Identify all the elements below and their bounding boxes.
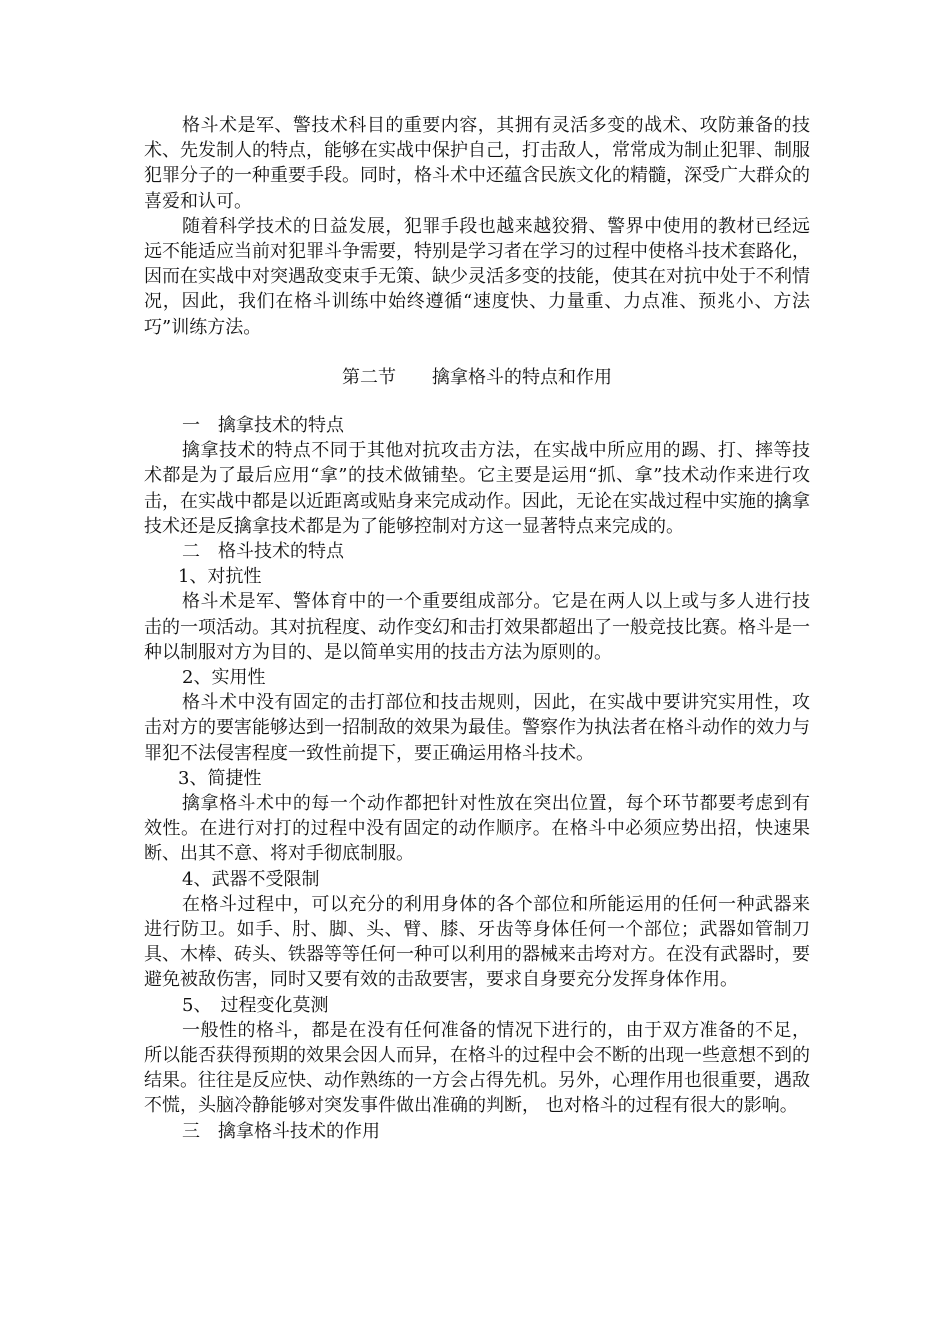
item2-text: 格斗术中没有固定的击打部位和技击规则，因此，在实战中要讲究实用性，攻击对方的要害能够达到一招制敌的效果为最佳。警察作为执法者在格斗动作的效力与罪犯不法侵害程度一致性前提下，要正确运用格斗技术。 [144,692,810,764]
item1-heading: 1、对抗性 [178,566,262,588]
section-body [144,413,810,1144]
item4-heading: 4、武器不受限制 [182,868,320,890]
item2-heading: 2、实用性 [182,667,266,689]
section-title-block [144,365,810,390]
item5-heading: 5、 过程变化莫测 [182,994,329,1016]
intro-section [144,113,810,340]
part2-heading: 二 格斗技术的特点 [182,541,344,563]
intro-paragraph-1: 格斗术是军、警技术科目的重要内容，其拥有灵活多变的战术、攻防兼备的技术、先发制人的特点，能够在实战中保护自己，打击敌人，常常成为制止犯罪、制服犯罪分子的一种重要手段。同时，格斗术中还蕴含民族文化的精髓，深受广大群众的喜爱和认可。 [144,115,810,212]
item4-text: 在格斗过程中，可以充分的利用身体的各个部位和所能运用的任何一种武器来进行防卫。如手、肘、脚、头、臂、膝、牙齿等身体任何一个部位；武器如管制刀具、木棒、砖头、铁器等等任何一种可以利用的器械来击垮对方。在没有武器时，要避免被敌伤害，同时又要有效的击敌要害，要求自身要充分发挥身体作用。 [144,893,810,991]
item1-text: 格斗术是军、警体育中的一个重要组成部分。它是在两人以上或与多人进行技击的一项活动。其对抗程度、动作变幻和击打效果都超出了一般竞技比赛。格斗是一种以制服对方为目的、是以简单实用的技击方法为原则的。 [144,591,810,663]
section-title: 第二节 擒拿格斗的特点和作用 [342,367,612,388]
item5-text: 一般性的格斗，都是在没有任何准备的情况下进行的，由于双方准备的不足，所以能否获得预期的效果会因人而异，在格斗的过程中会不断的出现一些意想不到的结果。往往是反应快、动作熟练的一方会占得先机。另外，心理作用也很重要，遇敌不慌，头脑冷静能够对突发事件做出准确的判断， 也对格斗的过程有很大的影响。 [144,1019,810,1117]
intro-paragraph-2: 随着科学技术的日益发展，犯罪手段也越来越狡猾、警界中使用的教材已经远远不能适应当前对犯罪斗争需要，特别是学习者在学习的过程中使格斗技术套路化，因而在实战中对突遇敌变束手无策、缺少灵活多变的技能，使其在对抗中处于不利情况，因此，我们在格斗训练中始终遵循“速度快、力量重、力点准、预兆小、方法巧”训练方法。 [144,215,810,338]
part1-heading: 一 擒拿技术的特点 [182,415,344,436]
item3-heading: 3、简捷性 [178,767,262,789]
part1-paragraph: 擒拿技术的特点不同于其他对抗攻击方法，在实战中所应用的踢、打、摔等技术都是为了最后应用“拿”的技术做铺垫。它主要是运用“抓、拿”技术动作来进行攻击，在实战中都是以近距离或贴身来完成动作。因此，无论在实战过程中实施的擒拿技术还是反擒拿技术都是为了能够控制对方这一显著特点来完成的。 [144,440,810,537]
part3-heading: 三 擒拿格斗技术的作用 [182,1120,380,1142]
item3-text: 擒拿格斗术中的每一个动作都把针对性放在突出位置，每个环节都要考虑到有效性。在进行对打的过程中没有固定的动作顺序。在格斗中必须应势出招，快速果断、出其不意、将对手彻底制服。 [144,793,810,865]
